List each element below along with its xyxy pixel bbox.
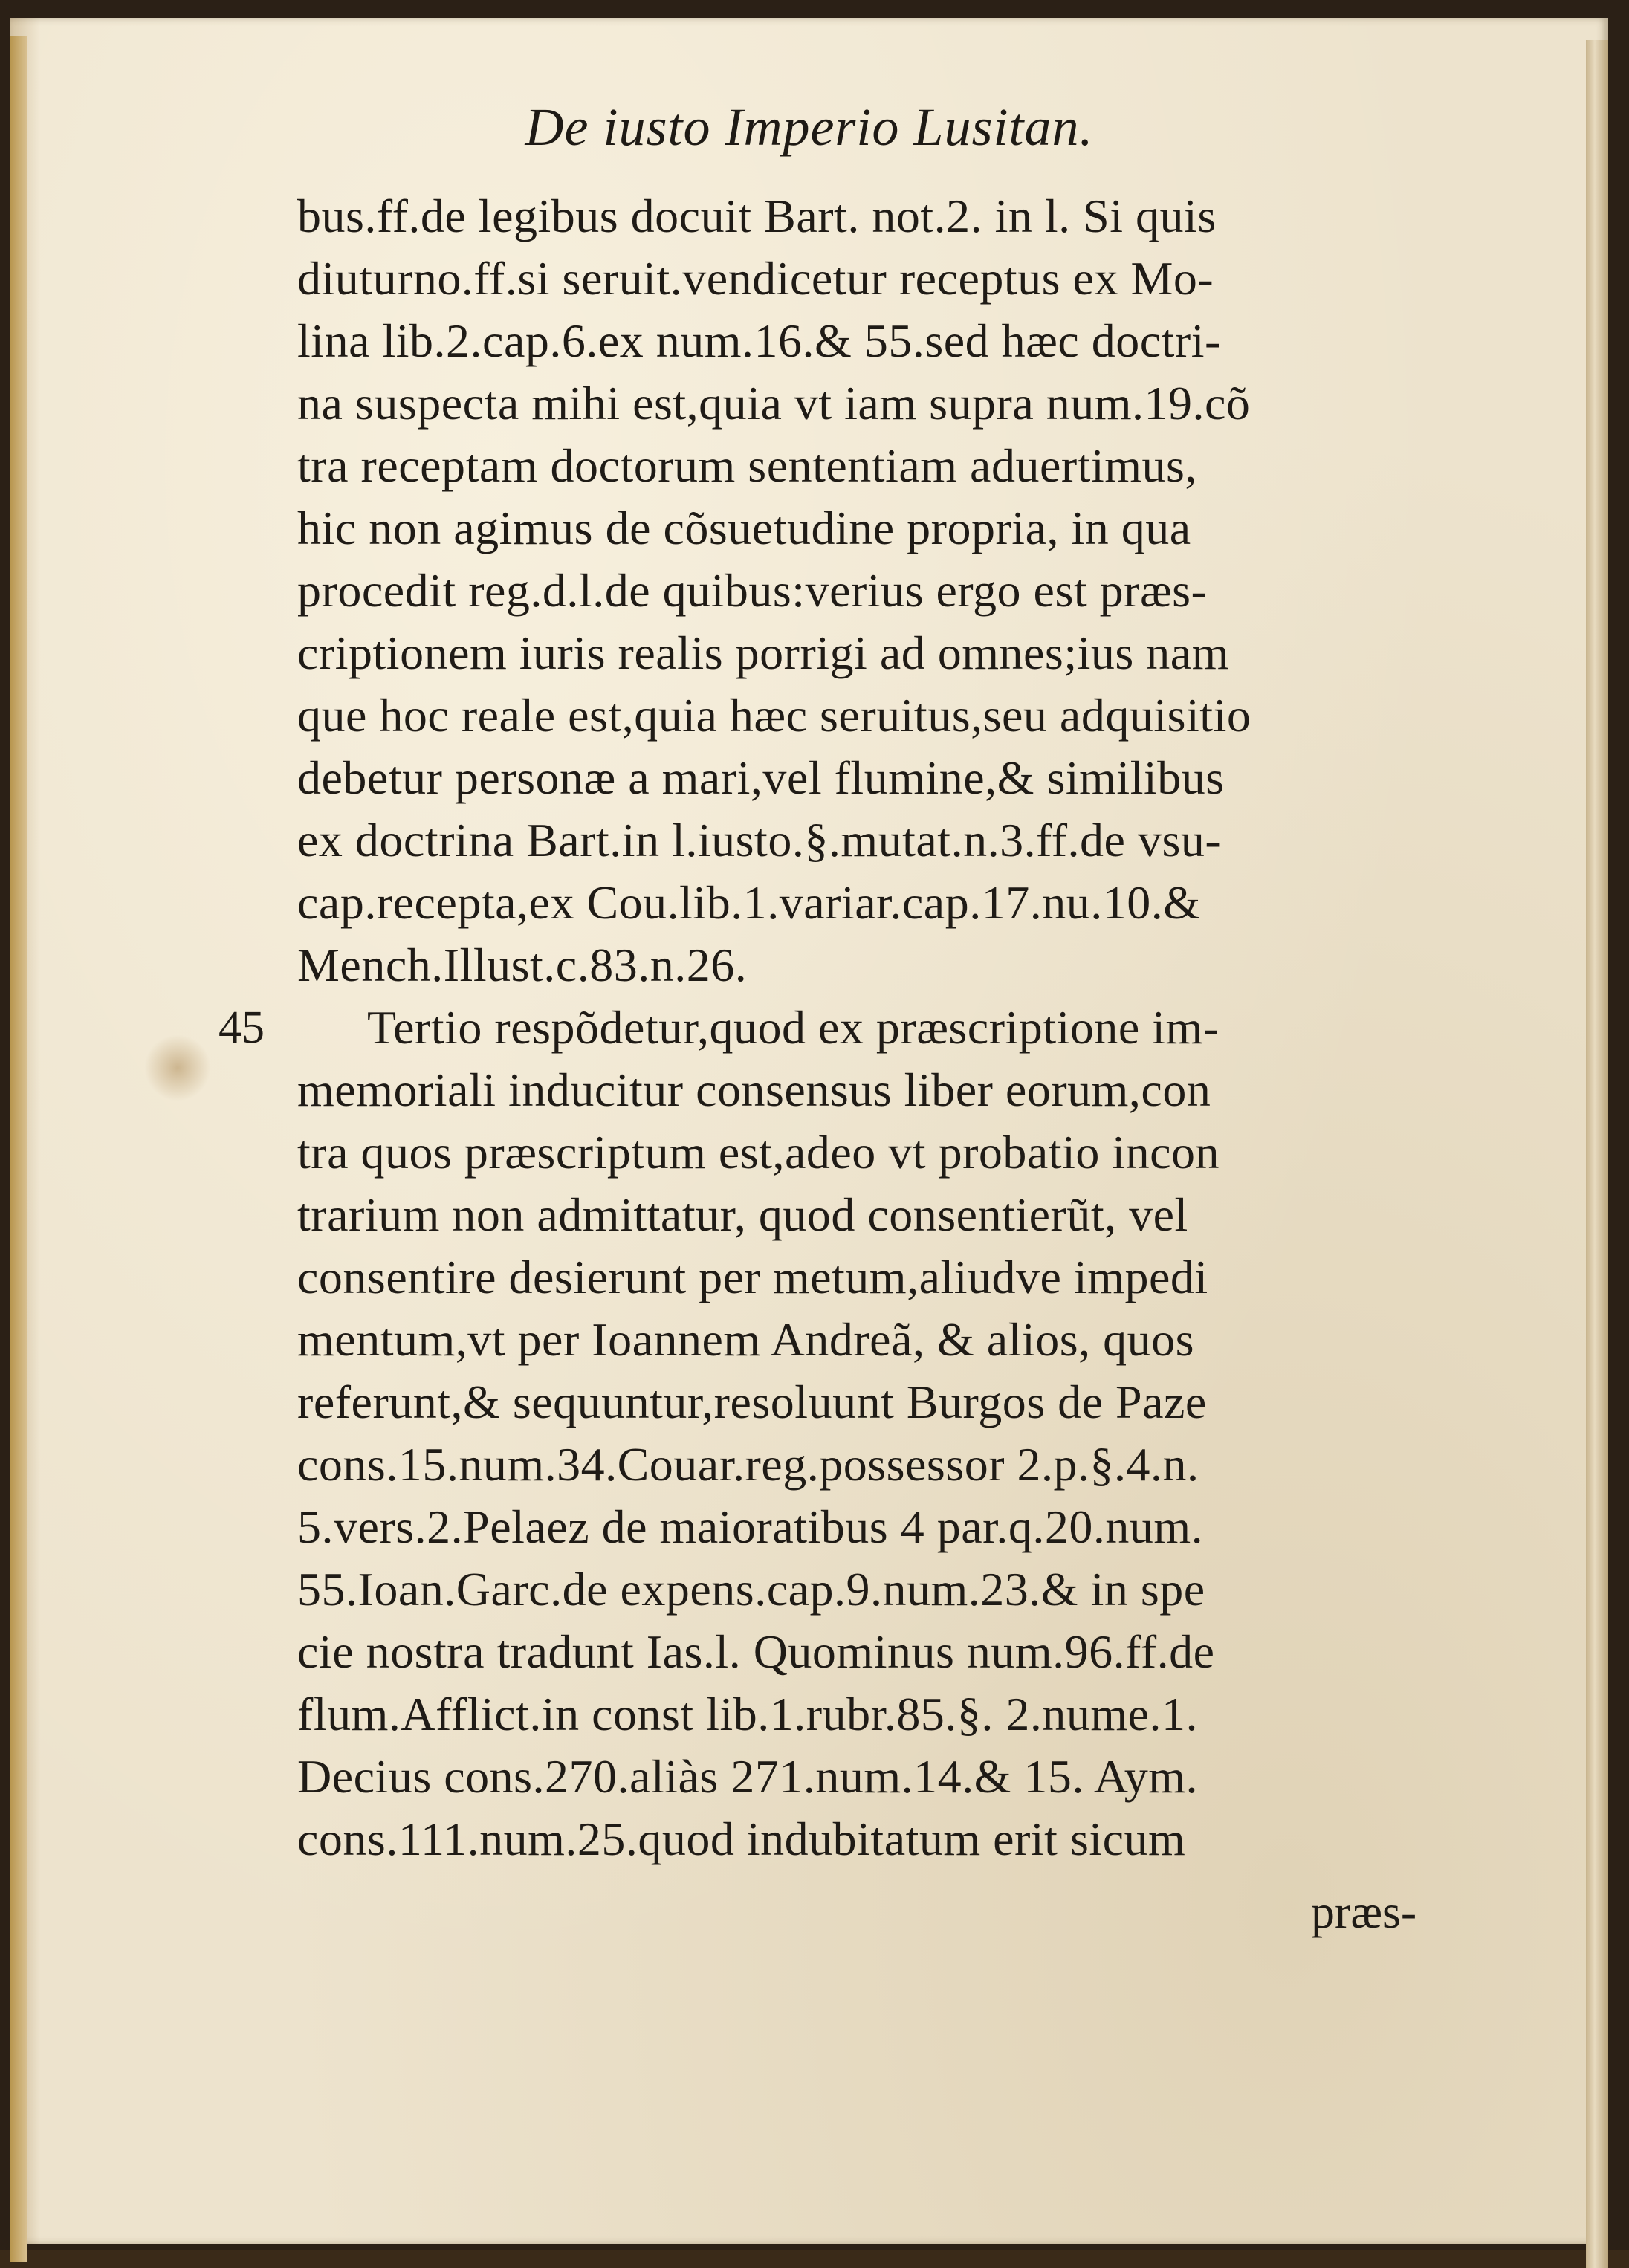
text-line: trarium non admittatur, quod consentierũt, vel: [297, 1188, 1188, 1241]
text-line: referunt,& sequuntur,resoluunt Burgos de Paze: [297, 1376, 1207, 1428]
running-header: De iusto Imperio Lusitan.: [525, 97, 1094, 157]
text-line: tra quos præscriptum est,adeo vt probatio incon: [297, 1126, 1220, 1179]
text-line: cap.recepta,ex Cou.lib.1.variar.cap.17.nu.10.&: [297, 876, 1201, 929]
text-line: cie nostra tradunt Ias.l. Quominus num.96.ff.de: [297, 1625, 1215, 1678]
text-line: cons.15.num.34.Couar.reg.possessor 2.p.§.4.n.: [297, 1438, 1199, 1491]
text-line: na suspecta mihi est,quia vt iam supra num.19.cõ: [297, 377, 1251, 430]
text-line: Decius cons.270.aliàs 271.num.14.& 15. Aym.: [297, 1750, 1198, 1803]
page-edge: [1586, 40, 1608, 2268]
text-line: debetur personæ a mari,vel flumine,& similibus: [297, 751, 1225, 804]
text-line: flum.Afflict.in const lib.1.rubr.85.§. 2.nume.1.: [297, 1688, 1199, 1740]
page-gutter: [10, 36, 27, 2262]
book-page: [10, 18, 1608, 2244]
paper-stain: [144, 1034, 211, 1101]
text-line: memoriali inducitur consensus liber eorum,con: [297, 1063, 1211, 1116]
catchword: præs-: [1311, 1885, 1417, 1938]
text-line: mentum,vt per Ioannem Andreã, & alios, quos: [297, 1313, 1195, 1366]
text-line: hic non agimus de cõsuetudine propria, in qua: [297, 502, 1191, 554]
text-line: lina lib.2.cap.6.ex num.16.& 55.sed hæc doctri-: [297, 314, 1221, 367]
text-line: criptionem iuris realis porrigi ad omnes;ius nam: [297, 626, 1229, 679]
text-line: cons.111.num.25.quod indubitatum erit sicum: [297, 1812, 1186, 1865]
text-line: tra receptam doctorum sententiam aduertimus,: [297, 439, 1197, 492]
text-line: consentire desierunt per metum,aliudve impedi: [297, 1251, 1208, 1303]
text-line: procedit reg.d.l.de quibus:verius ergo est præs-: [297, 564, 1208, 617]
text-line: que hoc reale est,quia hæc seruitus,seu adquisitio: [297, 689, 1251, 742]
text-line: diuturno.ff.si seruit.vendicetur receptus ex Mo-: [297, 252, 1214, 305]
text-line: 55.Ioan.Garc.de expens.cap.9.num.23.& in spe: [297, 1563, 1205, 1616]
marginal-number: 45: [218, 1002, 265, 1053]
text-line: 5.vers.2.Pelaez de maioratibus 4 par.q.20.num.: [297, 1500, 1204, 1553]
text-line: Tertio respõdetur,quod ex præscriptione im-: [367, 1001, 1220, 1054]
text-line: Mench.Illust.c.83.n.26.: [297, 939, 748, 991]
text-line: ex doctrina Bart.in l.iusto.§.mutat.n.3.ff.de vsu-: [297, 814, 1222, 866]
text-line: bus.ff.de legibus docuit Bart. not.2. in l. Si quis: [297, 189, 1217, 242]
